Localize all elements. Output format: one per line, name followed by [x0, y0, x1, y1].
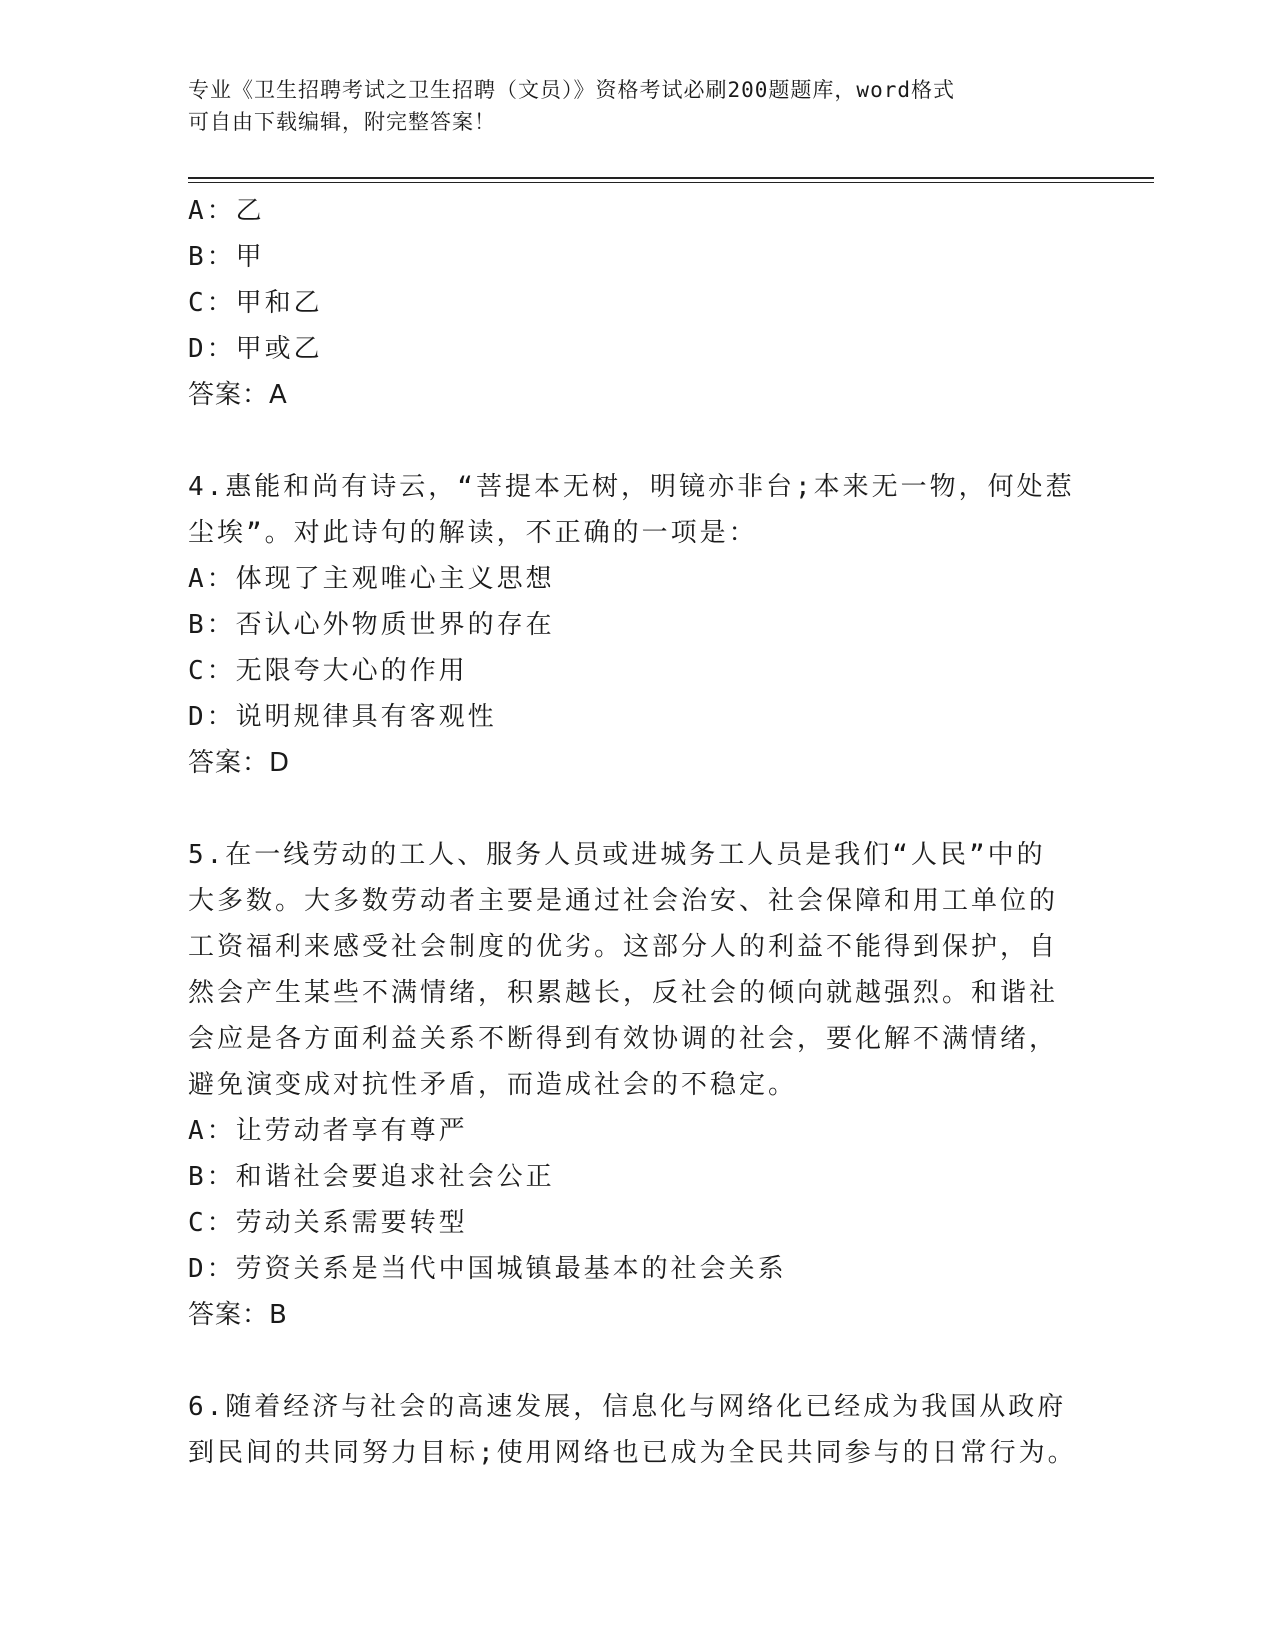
spacer: [188, 418, 1088, 464]
option-d: D：劳资关系是当代中国城镇最基本的社会关系: [188, 1254, 787, 1284]
option-c: C：劳动关系需要转型: [188, 1208, 468, 1238]
header-line-1: 专业《卫生招聘考试之卫生招聘（文员）》资格考试必刷200题题库，word格式: [188, 78, 955, 102]
header-line-2: 可自由下载编辑，附完整答案！: [188, 110, 496, 134]
question-stem-line: 然会产生某些不满情绪，积累越长，反社会的倾向就越强烈。和谐社: [188, 978, 1059, 1008]
option-c: C：无限夸大心的作用: [188, 656, 468, 686]
question-stem-line: 4.惠能和尚有诗云，“菩提本无树，明镜亦非台;本来无一物，何处惹: [188, 472, 1075, 502]
option-b: B：否认心外物质世界的存在: [188, 610, 555, 640]
question-stem-line: 避免演变成对抗性矛盾，而造成社会的不稳定。: [188, 1070, 798, 1100]
option-c: C：甲和乙: [188, 288, 323, 318]
option-d: D：说明规律具有客观性: [188, 702, 497, 732]
option-b: B：和谐社会要追求社会公正: [188, 1162, 555, 1192]
answer-line: 答案：D: [188, 748, 291, 778]
question-stem-line: 会应是各方面利益关系不断得到有效协调的社会，要化解不满情绪，: [188, 1024, 1059, 1054]
answer-line: 答案：A: [188, 380, 288, 410]
option-b: B：甲: [188, 242, 265, 272]
answer-line: 答案：B: [188, 1300, 288, 1330]
question-stem-line: 到民间的共同努力目标;使用网络也已成为全民共同参与的日常行为。: [188, 1438, 1077, 1468]
question-stem-line: 6.随着经济与社会的高速发展，信息化与网络化已经成为我国从政府: [188, 1392, 1067, 1422]
header-divider-thin: [188, 182, 1154, 183]
question-list: [188, 188, 1088, 1476]
question-stem-line: 5.在一线劳动的工人、服务人员或进城务工人员是我们“人民”中的: [188, 840, 1046, 870]
question-stem-line: 尘埃”。对此诗句的解读，不正确的一项是：: [188, 518, 758, 548]
option-a: A：让劳动者享有尊严: [188, 1116, 468, 1146]
question-stem-line: 工资福利来感受社会制度的优劣。这部分人的利益不能得到保护，自: [188, 932, 1059, 962]
spacer: [188, 1338, 1088, 1384]
question-5: [188, 832, 1088, 1338]
document-header: [188, 74, 1068, 138]
option-a: A：体现了主观唯心主义思想: [188, 564, 555, 594]
spacer: [188, 786, 1088, 832]
option-a: A：乙: [188, 196, 265, 226]
question-stem-line: 大多数。大多数劳动者主要是通过社会治安、社会保障和用工单位的: [188, 886, 1059, 916]
question-6: [188, 1384, 1088, 1476]
question-3: [188, 188, 1088, 418]
question-4: [188, 464, 1088, 786]
header-divider-thick: [188, 177, 1154, 179]
option-d: D：甲或乙: [188, 334, 323, 364]
